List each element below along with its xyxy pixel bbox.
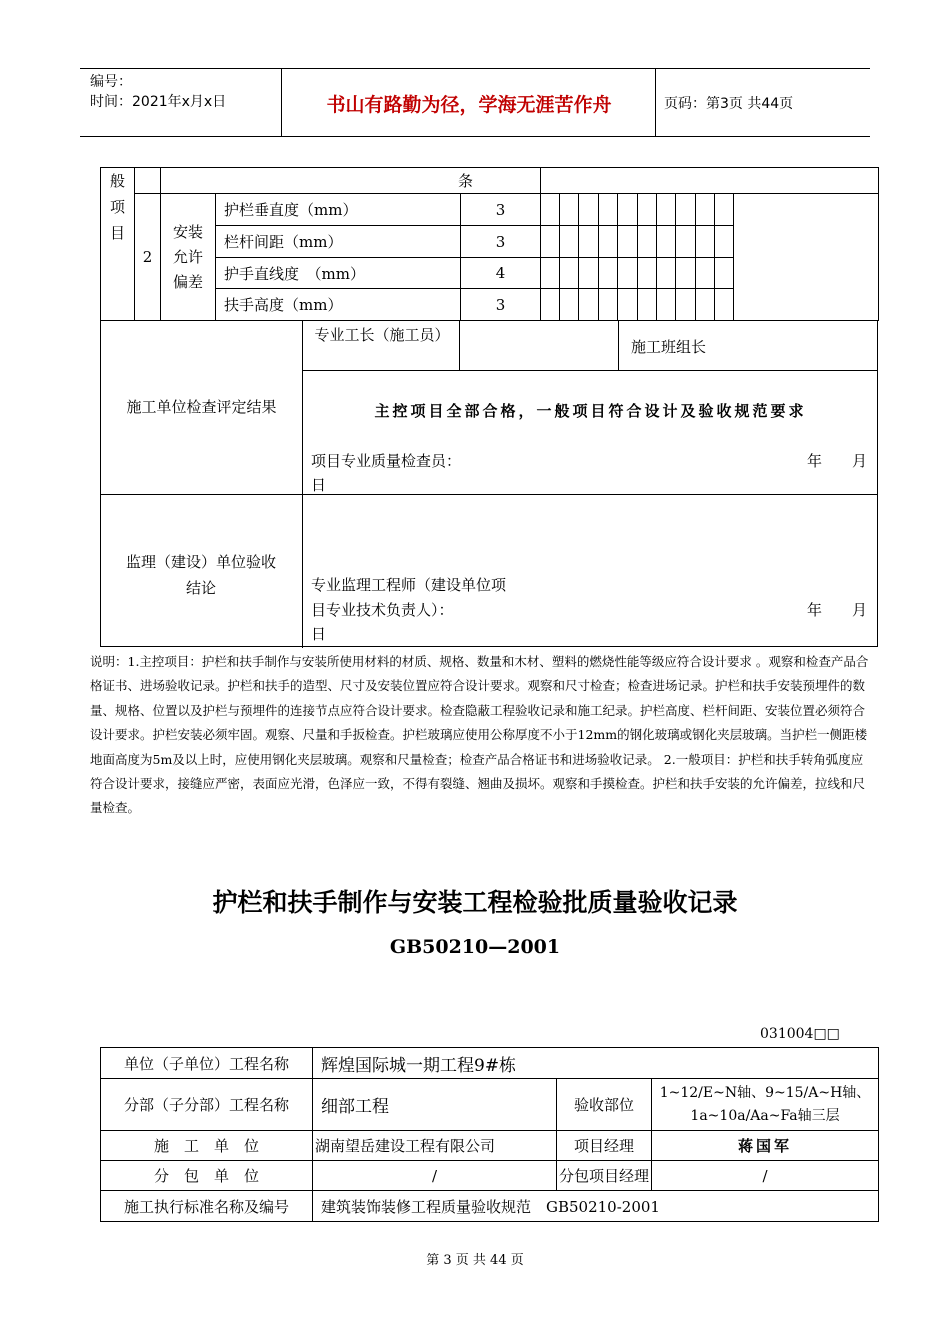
supervision-label: 监理（建设）单位验收结论 bbox=[126, 553, 277, 597]
supervision-block bbox=[100, 494, 878, 647]
header-meta bbox=[90, 72, 226, 112]
team-leader-label: 施工班组长 bbox=[631, 338, 707, 356]
header-motto: 书山有路勤为径，学海无涯苦作舟 bbox=[326, 94, 612, 116]
row-value: 3 bbox=[461, 194, 541, 226]
day-label: 日 bbox=[311, 625, 327, 643]
pm-label: 项目经理 bbox=[557, 1131, 652, 1161]
inspector-label: 项目专业质量检查员： bbox=[311, 452, 462, 470]
install-deviation-label: 安装 允许 偏差 bbox=[161, 194, 216, 321]
row-name: 护栏垂直度（mm） bbox=[216, 194, 461, 226]
row-name: 护手直线度 （mm） bbox=[216, 258, 461, 289]
sub-project-value: 细部工程 bbox=[313, 1079, 557, 1131]
row-value: 3 bbox=[461, 289, 541, 321]
header-divider bbox=[655, 68, 656, 136]
pm-value: 蒋国军 bbox=[652, 1131, 879, 1161]
inspection-table bbox=[100, 167, 879, 321]
page-title: 护栏和扶手制作与安装工程检验批质量验收记录 bbox=[212, 888, 738, 917]
accept-location-label: 验收部位 bbox=[557, 1079, 652, 1131]
page-footer: 第 3 页 共 44 页 bbox=[426, 1253, 524, 1268]
header-page-info: 页码：第3页 共44页 bbox=[664, 96, 794, 112]
header-top-rule bbox=[80, 68, 870, 69]
header-bottom-rule bbox=[80, 136, 870, 137]
subcontract-value: / bbox=[313, 1161, 557, 1191]
item-number: 2 bbox=[135, 194, 161, 321]
project-info-table bbox=[100, 1047, 879, 1222]
conclusion-text: 主控项目全部合格，一般项目符合设计及验收规范要求 bbox=[374, 402, 807, 420]
construction-result-block bbox=[100, 320, 878, 495]
standard-label: 施工执行标准名称及编号 bbox=[101, 1191, 313, 1222]
foreman-label: 专业工长（施工员） bbox=[314, 326, 450, 344]
date-label: 年 月 bbox=[807, 601, 868, 619]
record-code: 031004□□ bbox=[760, 1026, 840, 1042]
header-divider bbox=[281, 68, 282, 136]
constructor-value: 湖南望岳建设工程有限公司 bbox=[313, 1131, 557, 1161]
constructor-label: 施 工 单 位 bbox=[101, 1131, 313, 1161]
day-label: 日 bbox=[311, 476, 327, 494]
subcontract-label: 分 包 单 位 bbox=[101, 1161, 313, 1191]
sub-pm-value: / bbox=[652, 1161, 879, 1191]
sub-project-label: 分部（子分部）工程名称 bbox=[101, 1079, 313, 1131]
standard-value: 建筑装饰装修工程质量验收规范 GB50210-2001 bbox=[313, 1191, 879, 1222]
date-label: 年 月 bbox=[807, 452, 868, 470]
header-time: 时间：2021年x月x日 bbox=[90, 94, 227, 110]
explanation-note: 说明：1.主控项目：护栏和扶手制作与安装所使用材料的材质、规格、数量和木材、塑料的燃烧性能等级应符合设计要求 。观察和检查产品合格证书、进场验收记录。护栏和扶手的造型、尺寸及安装位置应符合设计要求。观察和尺寸检查；检查进场记录。护栏和扶手安装预埋件的数量、规格、位置以及护栏与预埋件的连接节点应符合设计要求。检查隐蔽工程验收记录和施工纪录。护栏高度、栏杆间距、安装位置必须符合设计要求。护栏安装必须牢固。观察、尺量和手扳检查。护栏玻璃应使用公称厚度不小于12mm的钢化玻璃或钢化夹层玻璃。当护栏一侧距楼地面高度为5m及以上时，应使用钢化夹层玻璃。观察和尺量检查；检查产品合格证书和进场验收记录。 2.一般项目：护栏和扶手转角弧度应符合设计要求，接缝应严密，表面应光滑，色泽应一致，不得有裂缝、翘曲及损坏。观察和手摸检查。护栏和扶手安装的允许偏差，拉线和尺量检查。 bbox=[90, 654, 869, 816]
unit-value: 辉煌国际城一期工程9#栋 bbox=[313, 1048, 879, 1079]
unit-label: 单位（子单位）工程名称 bbox=[101, 1048, 313, 1079]
header-number: 编号： bbox=[90, 74, 132, 90]
row-value: 4 bbox=[461, 258, 541, 289]
standard-subtitle: GB50210—2001 bbox=[389, 936, 561, 958]
general-items-label: 般 项 目 bbox=[101, 168, 135, 321]
row-value: 3 bbox=[461, 226, 541, 258]
supervisor-label: 专业监理工程师（建设单位项目专业技术负责人）： bbox=[311, 576, 507, 619]
construction-result-label: 施工单位检查评定结果 bbox=[126, 398, 277, 416]
tiao-label: 条 bbox=[161, 168, 541, 194]
row-name: 栏杆间距（mm） bbox=[216, 226, 461, 258]
sub-pm-label: 分包项目经理 bbox=[557, 1161, 652, 1191]
accept-location-value: 1~12/E~N轴、9~15/A~H轴、1a~10a/Aa~Fa轴三层 bbox=[652, 1079, 879, 1131]
row-name: 扶手高度（mm） bbox=[216, 289, 461, 321]
